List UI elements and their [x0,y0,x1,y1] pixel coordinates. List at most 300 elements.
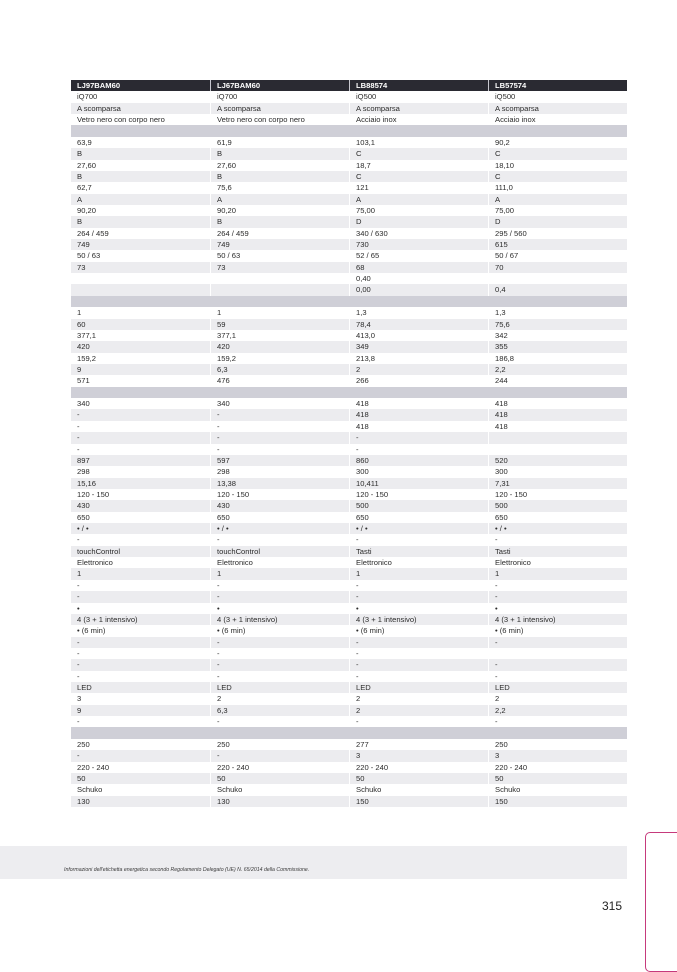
table-row [71,455,627,466]
table-row [71,512,627,523]
table-cell: - [488,716,627,727]
table-cell: 418 [349,421,488,432]
table-cell: touchControl [77,546,121,556]
table-cell: 3 [77,694,82,704]
table-cell: 52 / 65 [349,250,488,261]
table-cell: - [349,648,488,659]
table-cell: 78,4 [349,319,488,330]
table-row [71,171,627,182]
table-row [71,534,627,545]
table-cell: - [77,660,80,670]
table-cell: 150 [349,796,488,807]
table-cell: B [77,171,83,181]
table-cell: • [77,603,80,613]
table-row [71,603,627,614]
table-cell: - [77,751,80,761]
table-cell: 220 - 240 [349,762,488,773]
table-row [71,364,627,375]
table-row [71,705,627,716]
table-cell [210,125,349,136]
table-cell: touchControl [210,546,349,557]
table-cell: 13,38 [210,478,349,489]
table-cell [210,727,349,738]
table-row [71,648,627,659]
table-cell: 520 [488,455,627,466]
table-cell: 860 [349,455,488,466]
table-cell: - [77,671,80,681]
table-cell: 3 [349,750,488,761]
table-row [71,796,627,807]
table-cell: A [77,194,83,204]
table-cell: 15,16 [77,478,97,488]
section-separator [71,125,627,136]
table-cell: - [77,421,80,431]
table-cell: - [210,421,349,432]
table-cell: 75,6 [488,319,627,330]
table-row [71,682,627,693]
table-cell: - [488,637,627,648]
table-cell: • (6 min) [210,625,349,636]
table-cell: B [77,149,83,159]
table-row [71,580,627,591]
table-row [71,239,627,250]
table-cell: 2,2 [488,705,627,716]
table-cell: - [488,534,627,545]
table-cell: 18,10 [488,160,627,171]
table-cell: 650 [488,512,627,523]
table-cell: 120 - 150 [488,489,627,500]
table-cell: 50 / 63 [210,250,349,261]
table-cell: 430 [77,501,90,511]
table-cell: 650 [77,512,90,522]
table-cell: 213,8 [349,353,488,364]
table-cell: - [488,659,627,670]
table-cell: 2 [349,364,488,375]
table-cell: Schuko [210,784,349,795]
table-row [71,568,627,579]
table-cell [71,387,210,398]
table-cell: • / • [77,524,89,534]
table-cell: Vetro nero con corpo nero [210,114,349,125]
table-cell: 1,3 [349,307,488,318]
table-cell: C [349,171,488,182]
table-cell: 250 [77,739,90,749]
table-cell: 6,3 [210,705,349,716]
table-cell: 298 [77,467,90,477]
table-cell: - [210,409,349,420]
table-cell: 90,20 [210,205,349,216]
table-row [71,739,627,750]
table-cell: 250 [488,739,627,750]
table-cell: - [210,534,349,545]
table-cell [349,727,488,738]
table-cell: 4 (3 + 1 intensivo) [349,614,488,625]
table-cell [488,296,627,307]
table-cell: 130 [210,796,349,807]
table-cell: - [349,534,488,545]
table-cell: 2 [349,705,488,716]
table-cell [210,387,349,398]
table-row [71,557,627,568]
table-cell [71,284,210,295]
table-cell: iQ700 [210,91,349,102]
table-cell: 120 - 150 [210,489,349,500]
table-cell: 1 [77,308,82,318]
table-row [71,228,627,239]
table-cell: - [210,659,349,670]
table-cell: 266 [349,375,488,386]
table-cell: 9 [77,705,82,715]
table-row [71,773,627,784]
table-cell: 103,1 [349,137,488,148]
table-cell: - [77,433,80,443]
table-row [71,205,627,216]
table-cell [71,125,210,136]
page-number: 315 [602,899,623,913]
table-cell: 27,60 [210,160,349,171]
table-cell: Schuko [349,784,488,795]
table-cell [71,273,210,284]
table-cell: 0,00 [349,284,488,295]
table-row [71,148,627,159]
table-cell: 418 [488,421,627,432]
table-cell: - [210,750,349,761]
table-row [71,409,627,420]
table-cell: 4 (3 + 1 intensivo) [77,614,138,624]
table-cell: 68 [349,262,488,273]
table-cell [210,296,349,307]
table-cell: C [488,148,627,159]
table-cell: Schuko [488,784,627,795]
table-cell: 120 - 150 [349,489,488,500]
table-row [71,273,627,284]
table-cell: - [210,444,349,455]
table-cell: - [210,591,349,602]
table-cell: B [210,171,349,182]
table-row [71,546,627,557]
table-cell: 500 [349,500,488,511]
table-cell: 749 [77,240,90,250]
table-cell: 250 [210,739,349,750]
table-cell: 220 - 240 [210,762,349,773]
table-cell: 2 [488,693,627,704]
table-cell: 340 [210,398,349,409]
column-header: LJ97BAM60 [77,81,121,90]
table-cell: 340 / 630 [349,228,488,239]
table-cell: 10,411 [349,478,488,489]
table-cell: A [349,194,488,205]
table-cell: 220 - 240 [488,762,627,773]
table-cell: 73 [77,262,86,272]
table-cell: 298 [210,466,349,477]
table-cell: 1 [210,568,349,579]
table-row [71,330,627,341]
table-cell: - [488,671,627,682]
table-row [71,284,627,295]
table-row [71,614,627,625]
table-row [71,489,627,500]
table-cell: Vetro nero con corpo nero [77,115,165,125]
table-cell: - [210,671,349,682]
table-row [71,182,627,193]
table-row [71,137,627,148]
table-cell: 340 [77,399,90,409]
section-separator [71,296,627,307]
table-cell: 159,2 [210,353,349,364]
table-cell [488,727,627,738]
table-cell: 50 / 63 [77,251,101,261]
table-cell: - [349,580,488,591]
table-cell: - [349,637,488,648]
table-cell: 59 [210,319,349,330]
table-cell: • (6 min) [349,625,488,636]
table-cell: 264 / 459 [210,228,349,239]
section-separator [71,387,627,398]
table-cell: 1 [488,568,627,579]
table-cell: 650 [210,512,349,523]
table-header [71,80,627,91]
table-cell: - [77,592,80,602]
table-cell: - [77,444,80,454]
table-cell: Elettronico [210,557,349,568]
table-cell: - [77,717,80,727]
table-cell: 418 [488,409,627,420]
table-cell: 159,2 [77,353,97,363]
table-cell: 730 [349,239,488,250]
table-row [71,160,627,171]
table-row [71,466,627,477]
table-row [71,398,627,409]
table-cell: B [210,216,349,227]
table-cell: LED [210,682,349,693]
table-cell: 418 [349,409,488,420]
table-cell: 277 [349,739,488,750]
table-cell: - [77,580,80,590]
table-cell: A [210,194,349,205]
table-cell: A scomparsa [210,103,349,114]
table-cell: 220 - 240 [77,762,110,772]
table-cell: - [210,716,349,727]
table-cell: A scomparsa [488,103,627,114]
table-cell: 90,2 [488,137,627,148]
table-cell: A [488,194,627,205]
table-cell: 244 [488,375,627,386]
table-cell: A scomparsa [349,103,488,114]
table-cell: 615 [488,239,627,250]
column-header: LB57574 [488,80,627,91]
table-cell: D [488,216,627,227]
table-cell [488,432,627,443]
table-cell: 650 [349,512,488,523]
table-cell: 4 (3 + 1 intensivo) [210,614,349,625]
table-cell: - [349,591,488,602]
table-cell: - [77,535,80,545]
table-cell: 476 [210,375,349,386]
table-row [71,784,627,795]
table-row [71,432,627,443]
table-cell: 1 [77,569,82,579]
table-body [71,91,627,807]
table-cell: 430 [210,500,349,511]
table-row [71,693,627,704]
table-cell: Schuko [77,785,103,795]
table-cell: 377,1 [77,330,97,340]
table-row [71,114,627,125]
table-cell: 61,9 [210,137,349,148]
table-row [71,341,627,352]
table-row [71,375,627,386]
table-cell [488,648,627,659]
table-cell: Acciaio inox [488,114,627,125]
table-cell [488,125,627,136]
table-cell: 75,6 [210,182,349,193]
table-cell: 75,00 [488,205,627,216]
table-cell [210,284,349,295]
table-cell: - [488,580,627,591]
table-row [71,478,627,489]
column-header: LB88574 [349,80,488,91]
table-cell: • [488,603,627,614]
table-row [71,716,627,727]
table-row [71,91,627,102]
table-cell: 1 [349,568,488,579]
table-row [71,637,627,648]
table-cell: 6,3 [210,364,349,375]
table-row [71,625,627,636]
table-cell [349,387,488,398]
table-cell: 186,8 [488,353,627,364]
table-cell [210,273,349,284]
table-cell: A scomparsa [77,103,121,113]
table-cell: iQ500 [488,91,627,102]
table-cell: 1,3 [488,307,627,318]
table-cell: 9 [77,364,82,374]
table-cell: 413,0 [349,330,488,341]
table-cell: 150 [488,796,627,807]
table-row [71,307,627,318]
table-cell: • [210,603,349,614]
table-cell: 500 [488,500,627,511]
table-row [71,523,627,534]
table-cell: 50 [77,773,86,783]
table-cell: 0,4 [488,284,627,295]
table-cell: 73 [210,262,349,273]
table-cell: 2,2 [488,364,627,375]
table-cell: • (6 min) [77,626,106,636]
table-cell: Acciaio inox [349,114,488,125]
section-separator [71,727,627,738]
table-cell: 121 [349,182,488,193]
table-cell [349,296,488,307]
table-cell: - [210,637,349,648]
table-cell: 420 [77,342,90,352]
table-cell: - [77,410,80,420]
table-cell: B [210,148,349,159]
table-row [71,216,627,227]
table-cell: • / • [210,523,349,534]
table-row [71,250,627,261]
table-cell: 62,7 [77,183,92,193]
table-cell: 264 / 459 [77,228,109,238]
table-cell: B [77,217,83,227]
table-cell: - [210,648,349,659]
table-cell: • / • [488,523,627,534]
table-cell: 130 [77,796,90,806]
table-cell: 342 [488,330,627,341]
table-cell: 1 [210,307,349,318]
spec-table [71,80,627,807]
table-cell: Tasti [349,546,488,557]
table-row [71,262,627,273]
table-cell: 300 [488,466,627,477]
table-cell: 60 [77,319,86,329]
table-cell: 2 [210,693,349,704]
table-cell [488,387,627,398]
table-cell: 50 [210,773,349,784]
table-cell: 7,31 [488,478,627,489]
table-cell: LED [77,683,92,693]
table-row [71,421,627,432]
table-row [71,353,627,364]
table-cell: 120 - 150 [77,489,110,499]
table-cell: 420 [210,341,349,352]
table-cell: 2 [349,693,488,704]
table-cell: • (6 min) [488,625,627,636]
table-cell: - [77,648,80,658]
table-row [71,103,627,114]
table-cell: Elettronico [77,558,113,568]
table-row [71,444,627,455]
table-cell: Elettronico [488,557,627,568]
table-cell: 75,00 [349,205,488,216]
table-cell: 4 (3 + 1 intensivo) [488,614,627,625]
table-cell: 749 [210,239,349,250]
table-cell [488,444,627,455]
table-row [71,591,627,602]
table-cell: - [488,591,627,602]
table-cell: - [349,671,488,682]
table-cell: D [349,216,488,227]
table-cell [71,296,210,307]
table-cell: LED [349,682,488,693]
table-cell: - [349,432,488,443]
table-cell: LED [488,682,627,693]
table-cell: 418 [349,398,488,409]
table-cell: 63,9 [77,137,92,147]
table-cell: - [210,580,349,591]
column-header: LJ67BAM60 [210,80,349,91]
table-cell: 90,20 [77,205,97,215]
table-cell: 70 [488,262,627,273]
table-row [71,319,627,330]
table-cell: 295 / 560 [488,228,627,239]
table-row [71,500,627,511]
table-cell: - [349,659,488,670]
table-row [71,671,627,682]
table-row [71,194,627,205]
table-cell: 355 [488,341,627,352]
table-cell: 3 [488,750,627,761]
table-cell: 300 [349,466,488,477]
table-cell: C [488,171,627,182]
footer-band [0,846,627,879]
table-cell: 418 [488,398,627,409]
table-cell: C [349,148,488,159]
table-cell: 571 [77,376,90,386]
table-cell: 111,0 [488,182,627,193]
table-cell: 27,60 [77,160,97,170]
table-cell: 597 [210,455,349,466]
